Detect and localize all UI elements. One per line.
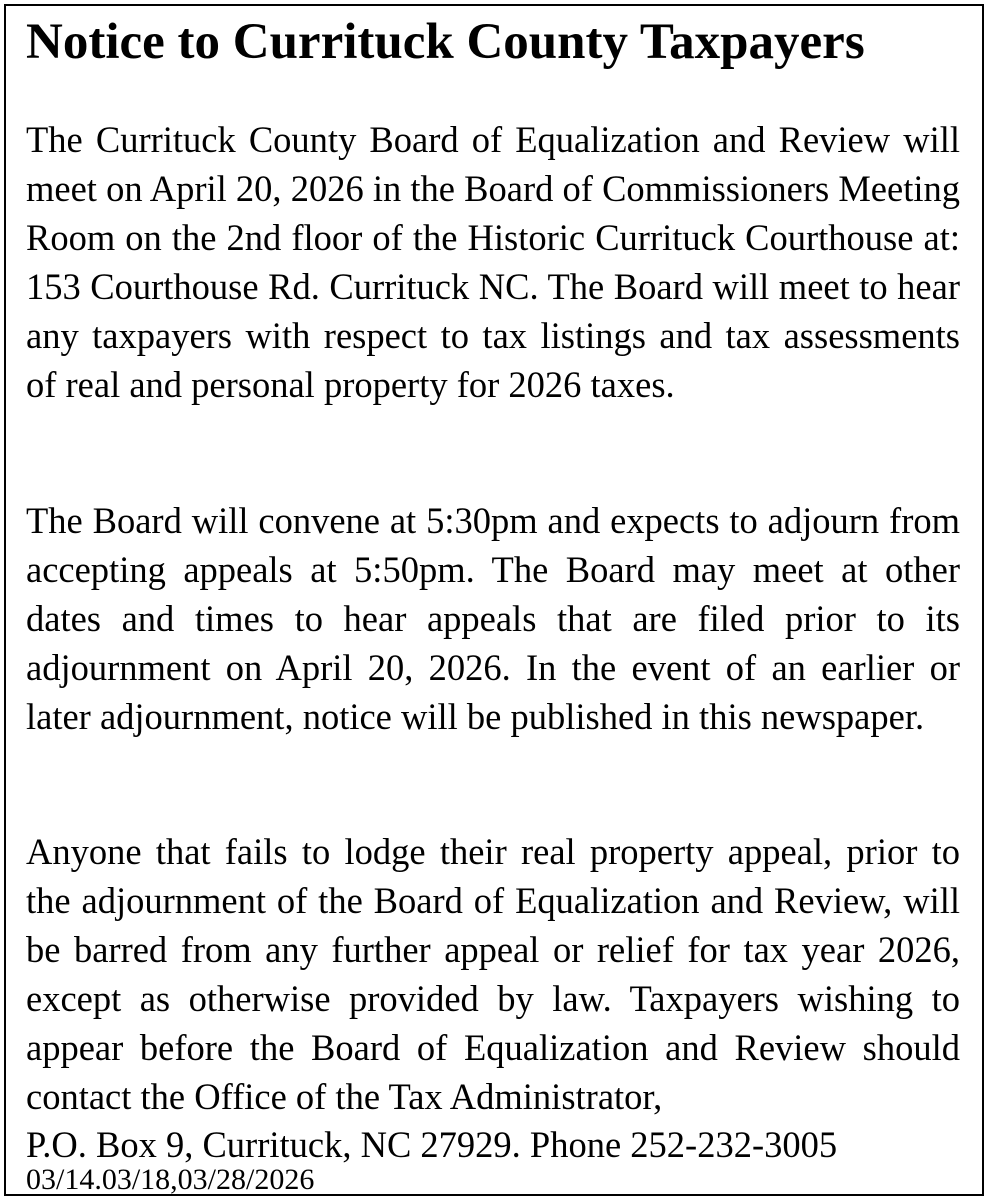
publication-dates: 03/14.03/18,03/28/2026 — [26, 1163, 315, 1196]
contact-line: P.O. Box 9, Currituck, NC 27929. Phone 252-232-3005 — [26, 1124, 838, 1165]
notice-paragraph-schedule: The Board will convene at 5:30pm and expects to adjourn from accepting appeals at 5:50pm. The Board may meet at other dates and times to hear appeals that are filed prior to its adjournment on April 20, 2026. In the event of an earlier or later adjournment, notice will be published in this newspaper. — [26, 500, 960, 737]
notice-paragraph-meeting: The Currituck County Board of Equalization and Review will meet on April 20, 2026 in the Board of Commissioners Meeting Room on the 2nd floor of the Historic Currituck Courthouse at: 153 Courthouse Rd. Currituck NC. The Board will meet to hear any taxpayers with respect to tax listings and tax assessments of real and personal property for 2026 taxes. — [26, 119, 960, 405]
notice-box — [4, 4, 984, 1196]
notice-paragraph-appeal: Anyone that fails to lodge their real property appeal, prior to the adjournment of the Board of Equalization and Review, will be barred from any further appeal or relief for tax year 2026, except as otherwise provided by law. Taxpayers wishing to appear before the Board of Equalization and Review should contact the Office of the Tax Administrator, — [26, 831, 960, 1117]
notice-title: Notice to Currituck County Taxpayers — [26, 14, 865, 70]
